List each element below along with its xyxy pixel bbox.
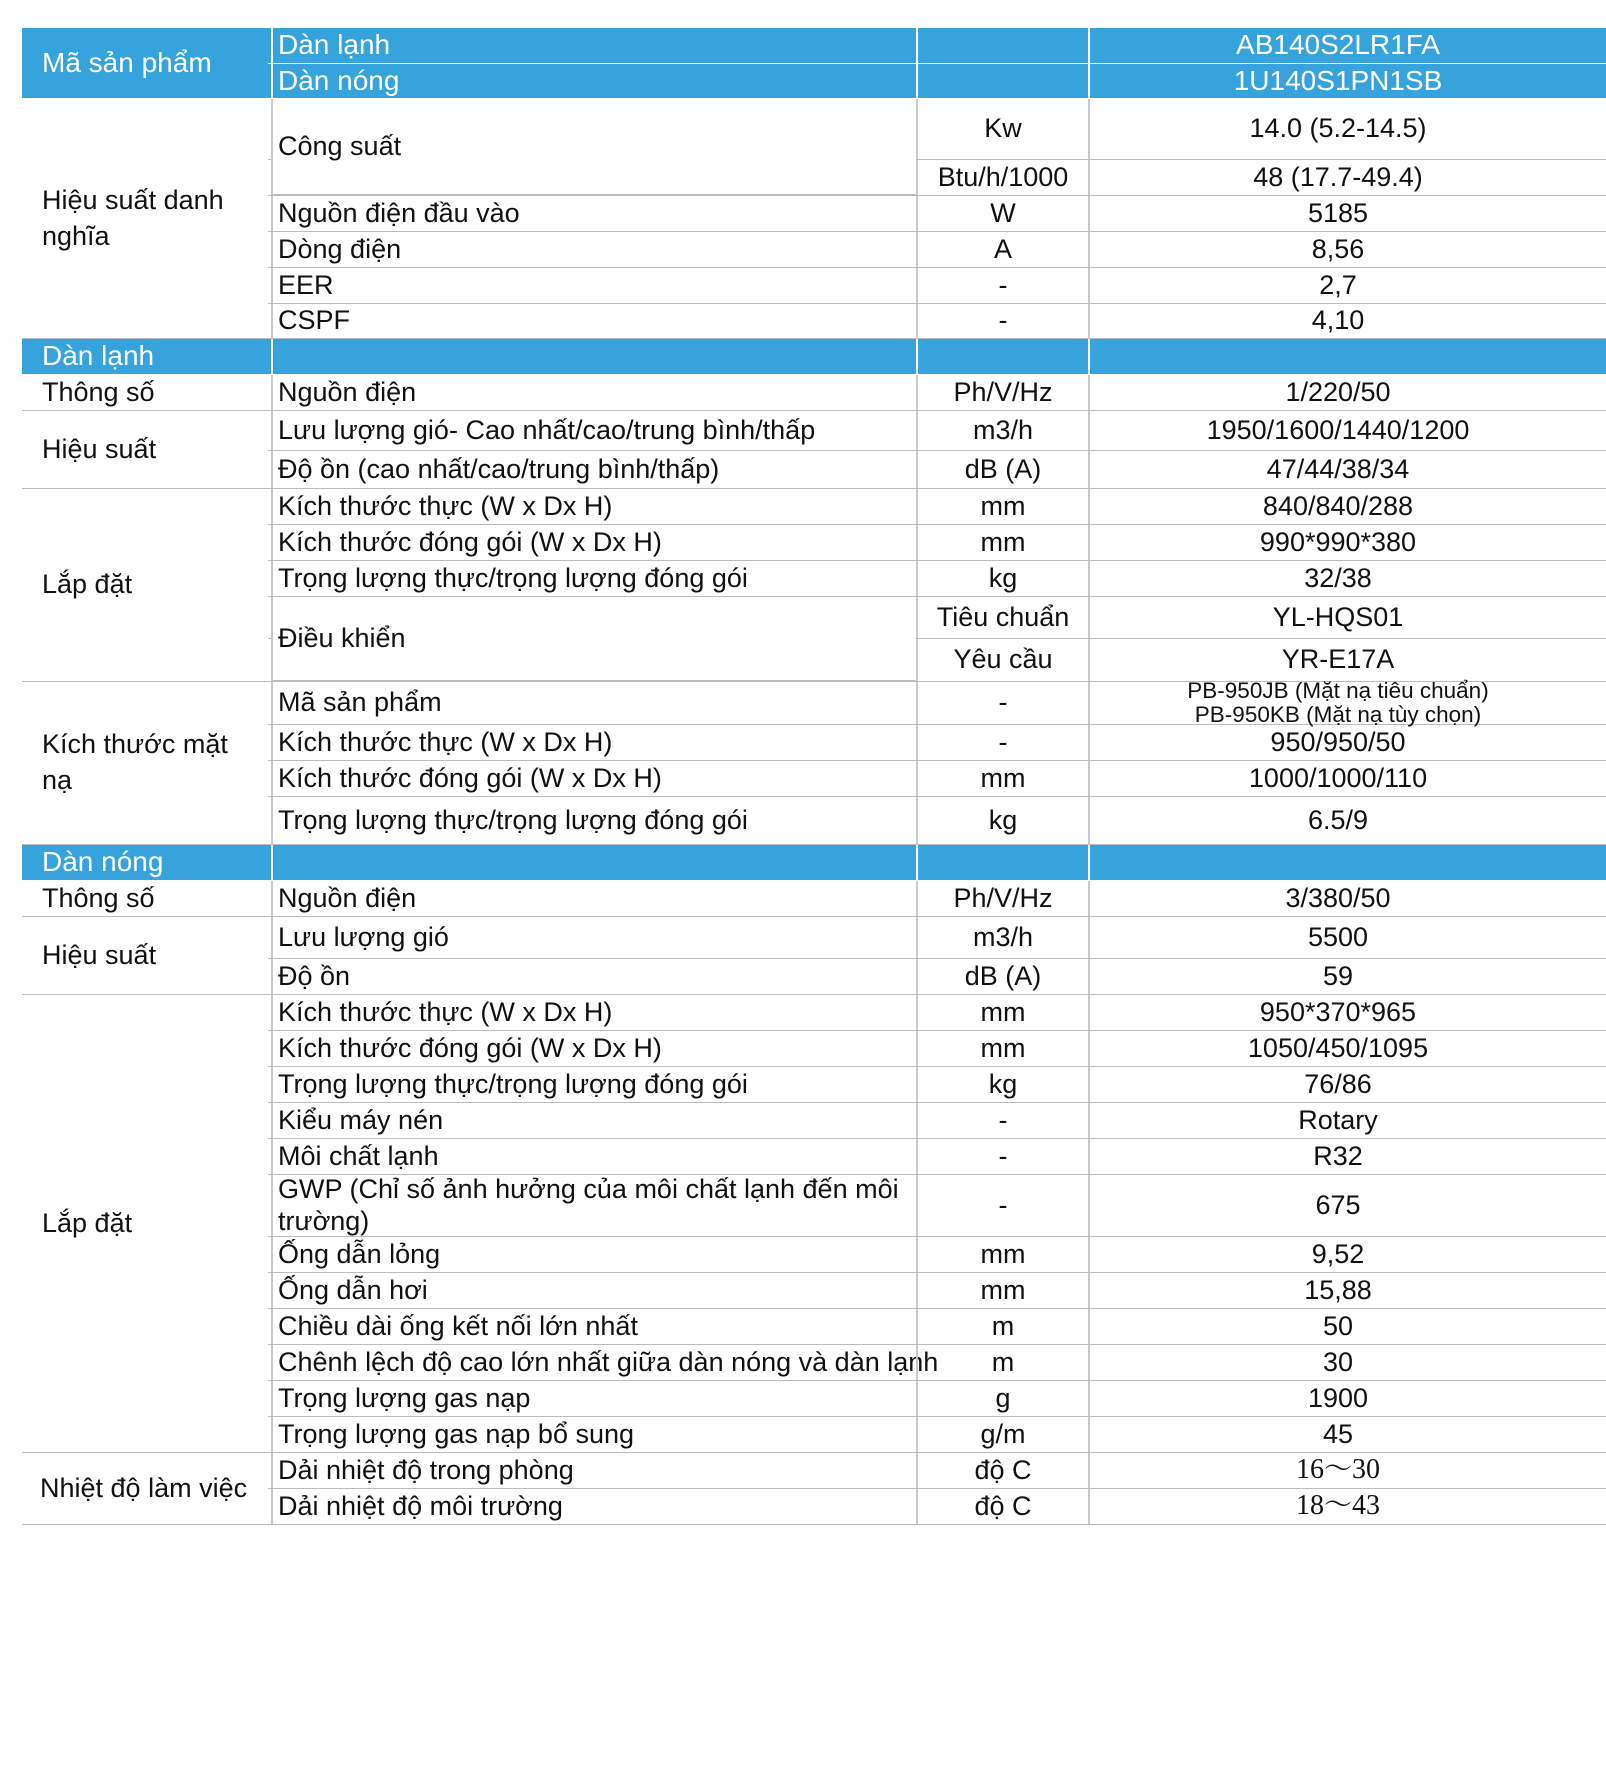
group-label: Thông số: [42, 882, 155, 913]
row-label: EER: [271, 268, 916, 303]
row-label: Trọng lượng gas nạp: [271, 1381, 916, 1416]
row-unit: mm: [916, 489, 1088, 524]
row-label: Chiều dài ống kết nối lớn nhất: [271, 1309, 916, 1344]
row-unit: g/m: [916, 1417, 1088, 1452]
row-unit: -: [916, 1139, 1088, 1174]
row-label: Ống dẫn lỏng: [271, 1237, 916, 1272]
panel-code-standard: PB-950JB (Mặt nạ tiêu chuẩn): [1187, 678, 1489, 704]
section-title: Dàn lạnh: [42, 340, 155, 372]
header-unit-cell: [916, 64, 1088, 98]
temperature-group-label: Nhiệt độ làm việc: [22, 1453, 268, 1525]
row-value: 1000/1000/110: [1088, 761, 1606, 796]
row-label: Dòng điện: [271, 232, 916, 267]
section-empty-cell: [271, 339, 916, 374]
row-label: Trọng lượng thực/trọng lượng đóng gói: [271, 561, 916, 596]
row-label: Trọng lượng gas nạp bổ sung: [271, 1417, 916, 1452]
row-unit: mm: [916, 761, 1088, 796]
row-label: Trọng lượng thực/trọng lượng đóng gói: [271, 1067, 916, 1102]
row-value: 5500: [1088, 917, 1606, 958]
section-outdoor: [22, 845, 1606, 881]
control-opt-value: YR-E17A: [1088, 639, 1606, 681]
panel-code-optional: PB-950KB (Mặt nạ tùy chọn): [1194, 702, 1482, 727]
row-value: 1950/1600/1440/1200: [1088, 411, 1606, 450]
section-empty-cell: [916, 845, 1088, 880]
row-value: 2,7: [1088, 268, 1606, 303]
row-label: Nguồn điện: [271, 881, 916, 916]
row-value: R32: [1088, 1139, 1606, 1174]
row-value: 840/840/288: [1088, 489, 1606, 524]
row-unit: kg: [916, 1067, 1088, 1102]
row-value: 3/380/50: [1088, 881, 1606, 916]
row-unit: độ C: [916, 1489, 1088, 1524]
row-value: 950/950/50: [1088, 725, 1606, 760]
row-label: Chênh lệch độ cao lớn nhất giữa dàn nóng và dàn lạnh: [271, 1345, 916, 1380]
row-value: 30: [1088, 1345, 1606, 1380]
row-label: Kích thước thực (W x Dx H): [271, 725, 916, 760]
row-unit: Ph/V/Hz: [916, 375, 1088, 410]
row-unit: mm: [916, 1237, 1088, 1272]
section-empty-cell: [271, 845, 916, 880]
control-label: Điều khiển: [271, 597, 916, 681]
row-label: Độ ồn (cao nhất/cao/trung bình/thấp): [271, 451, 916, 488]
row-value: 32/38: [1088, 561, 1606, 596]
row-value: 4,10: [1088, 304, 1606, 338]
row-unit: mm: [916, 995, 1088, 1030]
control-opt-unit: Yêu cầu: [916, 639, 1088, 681]
row-value: 1900: [1088, 1381, 1606, 1416]
row-unit: m: [916, 1345, 1088, 1380]
row-label: Lưu lượng gió- Cao nhất/cao/trung bình/thấp: [271, 411, 916, 450]
row-unit: A: [916, 232, 1088, 267]
section-empty-cell: [1088, 845, 1606, 880]
row-value: 990*990*380: [1088, 525, 1606, 560]
header-unit-cell: [916, 28, 1088, 63]
control-std-value: YL-HQS01: [1088, 597, 1606, 638]
row-unit: mm: [916, 1273, 1088, 1308]
row-value: 9,52: [1088, 1237, 1606, 1272]
outdoor-model: 1U140S1PN1SB: [1088, 64, 1606, 98]
row-value: 18～43: [1088, 1489, 1606, 1524]
panel-group-label: Kích thước mặt nạ: [22, 682, 268, 845]
row-label: Ống dẫn hơi: [271, 1273, 916, 1308]
row-unit: dB (A): [916, 959, 1088, 994]
row-unit: W: [916, 196, 1088, 231]
control-std-unit: Tiêu chuẩn: [916, 597, 1088, 638]
row-label: CSPF: [271, 304, 916, 338]
row-unit: mm: [916, 525, 1088, 560]
row-value: 1050/450/1095: [1088, 1031, 1606, 1066]
indoor-model: AB140S2LR1FA: [1088, 28, 1606, 63]
row-value: Rotary: [1088, 1103, 1606, 1138]
row-value: 50: [1088, 1309, 1606, 1344]
outdoor-install-group: Lắp đặt: [22, 995, 268, 1453]
row-value: 8,56: [1088, 232, 1606, 267]
row-label: Nguồn điện đầu vào: [271, 196, 916, 231]
row-label: Nguồn điện: [271, 375, 916, 410]
row-label: Mã sản phẩm: [271, 682, 916, 724]
row-value: 16～30: [1088, 1453, 1606, 1488]
row-label: Lưu lượng gió: [271, 917, 916, 958]
row-value: 5185: [1088, 196, 1606, 231]
row-unit: độ C: [916, 1453, 1088, 1488]
capacity-btu-unit: Btu/h/1000: [916, 160, 1088, 195]
row-label: Kích thước thực (W x Dx H): [271, 489, 916, 524]
row-label: Kích thước đóng gói (W x Dx H): [271, 761, 916, 796]
table-row: [22, 881, 1606, 917]
capacity-kw-value: 14.0 (5.2-14.5): [1088, 99, 1606, 159]
row-value: 675: [1088, 1175, 1606, 1236]
indoor-install-group: Lắp đặt: [22, 489, 268, 682]
row-unit: dB (A): [916, 451, 1088, 488]
row-unit: kg: [916, 797, 1088, 844]
row-unit: m3/h: [916, 411, 1088, 450]
row-label: Kích thước đóng gói (W x Dx H): [271, 1031, 916, 1066]
row-value: 76/86: [1088, 1067, 1606, 1102]
row-label: GWP (Chỉ số ảnh hưởng của môi chất lạnh đến môi trường): [271, 1175, 916, 1236]
row-unit: kg: [916, 561, 1088, 596]
row-label: Trọng lượng thực/trọng lượng đóng gói: [271, 797, 916, 844]
indoor-perf-group: Hiệu suất: [22, 411, 268, 489]
row-label: Kích thước đóng gói (W x Dx H): [271, 525, 916, 560]
row-unit: mm: [916, 1031, 1088, 1066]
table-row: [22, 375, 1606, 411]
row-label: Dải nhiệt độ trong phòng: [271, 1453, 916, 1488]
capacity-kw-unit: Kw: [916, 99, 1088, 159]
row-value: 1/220/50: [1088, 375, 1606, 410]
row-unit: m: [916, 1309, 1088, 1344]
row-value: 59: [1088, 959, 1606, 994]
capacity-btu-value: 48 (17.7-49.4): [1088, 160, 1606, 195]
row-value: 6.5/9: [1088, 797, 1606, 844]
row-unit: -: [916, 1175, 1088, 1236]
group-label: Thông số: [42, 376, 155, 407]
row-label: Kích thước thực (W x Dx H): [271, 995, 916, 1030]
section-title: Dàn nóng: [42, 846, 164, 878]
row-unit: g: [916, 1381, 1088, 1416]
section-empty-cell: [1088, 339, 1606, 374]
row-unit: -: [916, 304, 1088, 338]
row-label: Môi chất lạnh: [271, 1139, 916, 1174]
row-value: 15,88: [1088, 1273, 1606, 1308]
row-label: Độ ồn: [271, 959, 916, 994]
section-indoor: [22, 339, 1606, 375]
row-unit: -: [916, 268, 1088, 303]
outdoor-label: Dàn nóng: [271, 64, 916, 98]
row-label: Dải nhiệt độ môi trường: [271, 1489, 916, 1524]
row-unit: Ph/V/Hz: [916, 881, 1088, 916]
row-value: 45: [1088, 1417, 1606, 1452]
capacity-label: Công suất: [271, 99, 916, 195]
indoor-label: Dàn lạnh: [271, 28, 916, 63]
row-value: [1088, 678, 1606, 727]
row-unit: -: [916, 682, 1088, 724]
row-label: Kiểu máy nén: [271, 1103, 916, 1138]
row-value: 47/44/38/34: [1088, 451, 1606, 488]
row-unit: -: [916, 725, 1088, 760]
section-empty-cell: [916, 339, 1088, 374]
row-value: 950*370*965: [1088, 995, 1606, 1030]
row-unit: m3/h: [916, 917, 1088, 958]
outdoor-perf-group: Hiệu suất: [22, 917, 268, 995]
rated-group-label: Hiệu suất danh nghĩa: [22, 99, 268, 339]
product-code-header: Mã sản phẩm: [22, 28, 268, 99]
row-unit: -: [916, 1103, 1088, 1138]
